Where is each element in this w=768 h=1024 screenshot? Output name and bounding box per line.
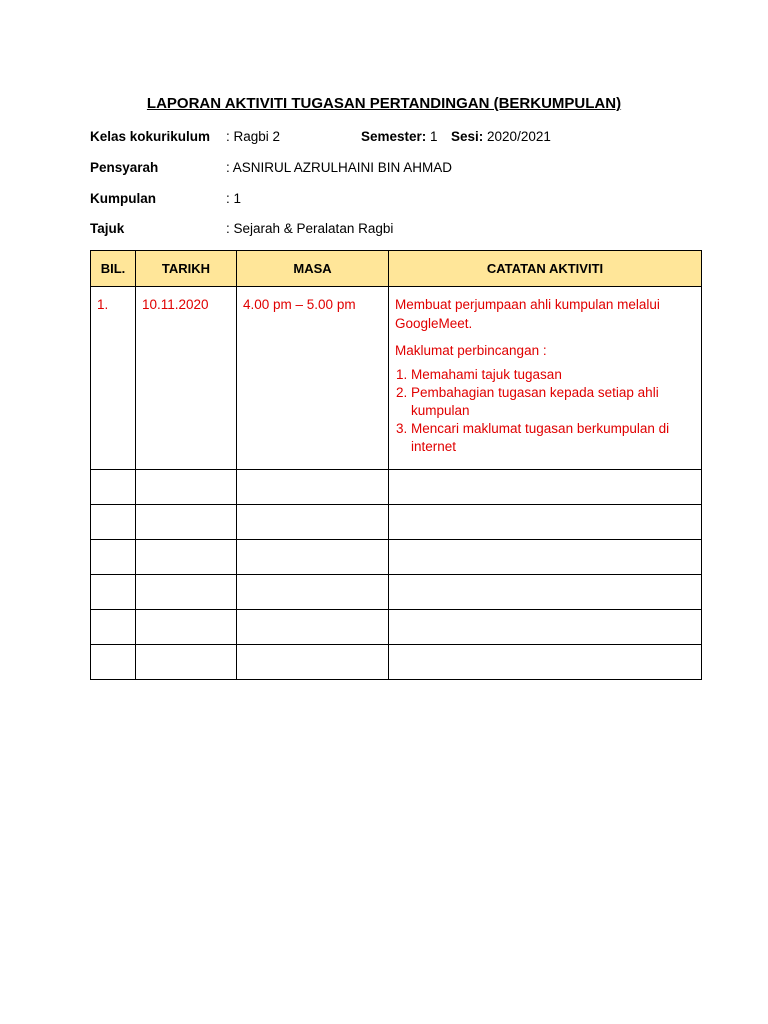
table-row-empty: [91, 505, 702, 540]
empty-cell: [136, 505, 237, 540]
empty-cell: [237, 610, 389, 645]
empty-cell: [237, 540, 389, 575]
header-masa: MASA: [237, 251, 389, 287]
bil-value: 1.: [97, 297, 109, 312]
empty-cell: [91, 645, 136, 680]
table-row-empty: [91, 575, 702, 610]
header-tarikh: TARIKH: [136, 251, 237, 287]
kumpulan-value: : 1: [226, 191, 242, 206]
semester-label: Semester:: [361, 129, 427, 144]
sesi-value: 2020/2021: [483, 129, 551, 144]
empty-cell: [91, 505, 136, 540]
empty-cell: [91, 470, 136, 505]
activity-table: [90, 250, 702, 680]
empty-cell: [136, 575, 237, 610]
tajuk-label: Tajuk: [90, 221, 125, 236]
empty-cell: [136, 470, 237, 505]
table-row-empty: [91, 610, 702, 645]
semester-value: 1: [426, 129, 438, 144]
sesi-label: Sesi:: [451, 129, 484, 144]
list-item: 2. Pembahagian tugasan kepada setiap ahli kumpulan: [411, 384, 695, 420]
semester-field: [361, 129, 438, 144]
empty-cell: [237, 645, 389, 680]
report-title: LAPORAN AKTIVITI TUGASAN PERTANDINGAN (BERKUMPULAN): [146, 95, 622, 112]
tarikh-value: 10.11.2020: [142, 297, 209, 312]
empty-cell: [389, 610, 702, 645]
empty-cell: [136, 645, 237, 680]
catatan-intro: Membuat perjumpaan ahli kumpulan melalui GoogleMeet.: [395, 297, 660, 331]
cell-bil: [91, 287, 136, 470]
catatan-points: [395, 366, 695, 456]
empty-cell: [237, 505, 389, 540]
empty-cell: [389, 505, 702, 540]
header-bil: BIL.: [91, 251, 136, 287]
empty-cell: [237, 575, 389, 610]
table-header-row: [91, 251, 702, 287]
sesi-field: [451, 129, 551, 144]
table-row: [91, 287, 702, 470]
pensyarah-value: : ASNIRUL AZRULHAINI BIN AHMAD: [226, 160, 453, 175]
empty-cell: [237, 470, 389, 505]
masa-value: 4.00 pm – 5.00 pm: [243, 297, 356, 312]
table-row-empty: [91, 540, 702, 575]
pensyarah-label: Pensyarah: [90, 160, 159, 175]
cell-tarikh: [136, 287, 237, 470]
header-catatan: CATATAN AKTIVITI: [389, 251, 702, 287]
kelas-label: Kelas kokurikulum: [90, 129, 211, 144]
cell-masa: [237, 287, 389, 470]
table-row-empty: [91, 470, 702, 505]
kelas-value: : Ragbi 2: [226, 129, 281, 144]
empty-cell: [389, 540, 702, 575]
list-item: 3. Mencari maklumat tugasan berkumpulan di internet: [411, 420, 695, 456]
empty-cell: [91, 540, 136, 575]
empty-cell: [136, 610, 237, 645]
empty-cell: [389, 575, 702, 610]
empty-cell: [389, 645, 702, 680]
list-item: 1. Memahami tajuk tugasan: [411, 366, 695, 384]
empty-cell: [389, 470, 702, 505]
cell-catatan: [389, 287, 702, 470]
tajuk-value: : Sejarah & Peralatan Ragbi: [226, 221, 394, 236]
empty-cell: [91, 575, 136, 610]
kumpulan-label: Kumpulan: [90, 191, 156, 206]
catatan-heading: Maklumat perbincangan :: [395, 343, 547, 358]
empty-cell: [136, 540, 237, 575]
empty-cell: [91, 610, 136, 645]
table-row-empty: [91, 645, 702, 680]
